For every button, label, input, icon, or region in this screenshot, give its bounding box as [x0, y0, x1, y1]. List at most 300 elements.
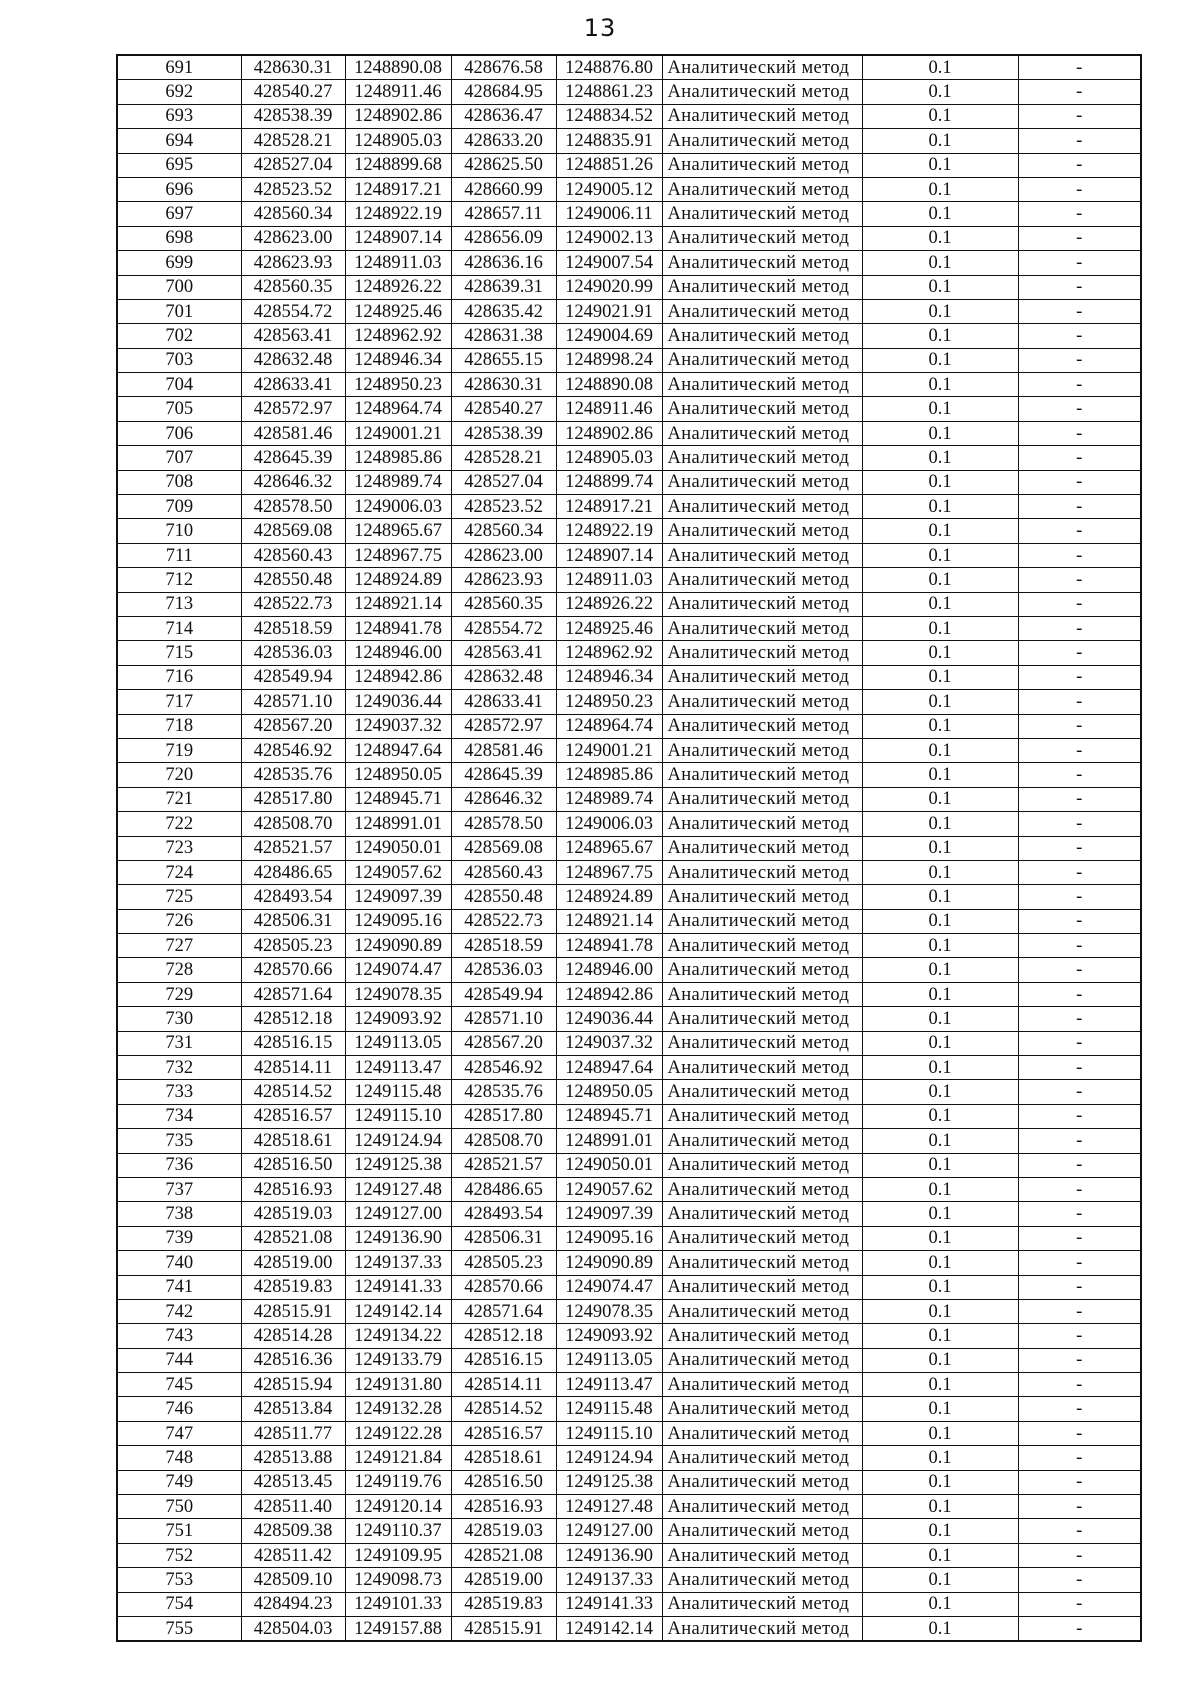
y1-cell: 1249113.47: [345, 1056, 451, 1080]
x2-cell: 428581.46: [451, 738, 556, 762]
point-number-cell: 693: [117, 104, 241, 128]
method-cell: Аналитический метод: [662, 1348, 862, 1372]
accuracy-cell: 0.1: [862, 1251, 1018, 1275]
accuracy-cell: 0.1: [862, 665, 1018, 689]
table-row: [117, 1299, 1141, 1323]
accuracy-cell: 0.1: [862, 177, 1018, 201]
x2-cell: 428657.11: [451, 202, 556, 226]
point-number-cell: 699: [117, 251, 241, 275]
table-row: [117, 1202, 1141, 1226]
x1-cell: 428509.10: [241, 1568, 345, 1592]
x2-cell: 428656.09: [451, 226, 556, 250]
x2-cell: 428578.50: [451, 812, 556, 836]
accuracy-cell: 0.1: [862, 1543, 1018, 1567]
note-cell: -: [1018, 1299, 1141, 1323]
note-cell: -: [1018, 1080, 1141, 1104]
note-cell: -: [1018, 543, 1141, 567]
x2-cell: 428516.93: [451, 1495, 556, 1519]
x2-cell: 428554.72: [451, 616, 556, 640]
y2-cell: 1249050.01: [556, 1153, 662, 1177]
accuracy-cell: 0.1: [862, 934, 1018, 958]
y2-cell: 1249127.48: [556, 1495, 662, 1519]
accuracy-cell: 0.1: [862, 958, 1018, 982]
y1-cell: 1249006.03: [345, 495, 451, 519]
x1-cell: 428538.39: [241, 104, 345, 128]
accuracy-cell: 0.1: [862, 1373, 1018, 1397]
note-cell: -: [1018, 836, 1141, 860]
method-cell: Аналитический метод: [662, 397, 862, 421]
x1-cell: 428516.57: [241, 1104, 345, 1128]
y1-cell: 1249037.32: [345, 714, 451, 738]
accuracy-cell: 0.1: [862, 1299, 1018, 1323]
accuracy-cell: 0.1: [862, 1617, 1018, 1642]
x1-cell: 428571.10: [241, 690, 345, 714]
method-cell: Аналитический метод: [662, 1202, 862, 1226]
x1-cell: 428571.64: [241, 982, 345, 1006]
y1-cell: 1249050.01: [345, 836, 451, 860]
accuracy-cell: 0.1: [862, 1470, 1018, 1494]
y1-cell: 1248902.86: [345, 104, 451, 128]
method-cell: Аналитический метод: [662, 1080, 862, 1104]
method-cell: Аналитический метод: [662, 153, 862, 177]
y2-cell: 1248917.21: [556, 495, 662, 519]
y1-cell: 1248925.46: [345, 299, 451, 323]
accuracy-cell: 0.1: [862, 470, 1018, 494]
x2-cell: 428521.08: [451, 1543, 556, 1567]
y2-cell: 1248899.74: [556, 470, 662, 494]
note-cell: -: [1018, 470, 1141, 494]
x2-cell: 428521.57: [451, 1153, 556, 1177]
note-cell: -: [1018, 958, 1141, 982]
point-number-cell: 755: [117, 1617, 241, 1642]
y1-cell: 1249097.39: [345, 885, 451, 909]
method-cell: Аналитический метод: [662, 202, 862, 226]
y2-cell: 1249021.91: [556, 299, 662, 323]
point-number-cell: 692: [117, 80, 241, 104]
note-cell: -: [1018, 763, 1141, 787]
x1-cell: 428511.40: [241, 1495, 345, 1519]
accuracy-cell: 0.1: [862, 763, 1018, 787]
accuracy-cell: 0.1: [862, 421, 1018, 445]
note-cell: -: [1018, 373, 1141, 397]
note-cell: -: [1018, 104, 1141, 128]
accuracy-cell: 0.1: [862, 1275, 1018, 1299]
y2-cell: 1248834.52: [556, 104, 662, 128]
y2-cell: 1249093.92: [556, 1324, 662, 1348]
x1-cell: 428528.21: [241, 129, 345, 153]
method-cell: Аналитический метод: [662, 348, 862, 372]
method-cell: Аналитический метод: [662, 592, 862, 616]
y2-cell: 1249090.89: [556, 1251, 662, 1275]
x2-cell: 428519.83: [451, 1592, 556, 1616]
y1-cell: 1249127.48: [345, 1177, 451, 1201]
point-number-cell: 733: [117, 1080, 241, 1104]
table-row: [117, 812, 1141, 836]
point-number-cell: 719: [117, 738, 241, 762]
point-number-cell: 714: [117, 616, 241, 640]
table-row: [117, 1495, 1141, 1519]
note-cell: -: [1018, 1226, 1141, 1250]
x1-cell: 428560.34: [241, 202, 345, 226]
method-cell: Аналитический метод: [662, 787, 862, 811]
table-row: [117, 1129, 1141, 1153]
y2-cell: 1249036.44: [556, 1007, 662, 1031]
method-cell: Аналитический метод: [662, 1226, 862, 1250]
x2-cell: 428684.95: [451, 80, 556, 104]
table-row: [117, 641, 1141, 665]
x1-cell: 428513.45: [241, 1470, 345, 1494]
y1-cell: 1248926.22: [345, 275, 451, 299]
y1-cell: 1248890.08: [345, 55, 451, 80]
note-cell: -: [1018, 934, 1141, 958]
x1-cell: 428513.88: [241, 1446, 345, 1470]
point-number-cell: 722: [117, 812, 241, 836]
y1-cell: 1248991.01: [345, 812, 451, 836]
y2-cell: 1248890.08: [556, 373, 662, 397]
table-row: [117, 177, 1141, 201]
x1-cell: 428494.23: [241, 1592, 345, 1616]
accuracy-cell: 0.1: [862, 348, 1018, 372]
note-cell: -: [1018, 1251, 1141, 1275]
y2-cell: 1248911.03: [556, 568, 662, 592]
y1-cell: 1249120.14: [345, 1495, 451, 1519]
method-cell: Аналитический метод: [662, 519, 862, 543]
y2-cell: 1249142.14: [556, 1617, 662, 1642]
table-row: [117, 104, 1141, 128]
method-cell: Аналитический метод: [662, 616, 862, 640]
y2-cell: 1248950.23: [556, 690, 662, 714]
table-row: [117, 1373, 1141, 1397]
point-number-cell: 748: [117, 1446, 241, 1470]
x2-cell: 428567.20: [451, 1031, 556, 1055]
y1-cell: 1249142.14: [345, 1299, 451, 1323]
x2-cell: 428493.54: [451, 1202, 556, 1226]
method-cell: Аналитический метод: [662, 495, 862, 519]
y2-cell: 1248921.14: [556, 909, 662, 933]
x2-cell: 428630.31: [451, 373, 556, 397]
table-row: [117, 324, 1141, 348]
table-row: [117, 982, 1141, 1006]
note-cell: -: [1018, 129, 1141, 153]
point-number-cell: 732: [117, 1056, 241, 1080]
method-cell: Аналитический метод: [662, 80, 862, 104]
accuracy-cell: 0.1: [862, 836, 1018, 860]
y2-cell: 1248905.03: [556, 446, 662, 470]
y2-cell: 1248925.46: [556, 616, 662, 640]
x2-cell: 428639.31: [451, 275, 556, 299]
method-cell: Аналитический метод: [662, 421, 862, 445]
method-cell: Аналитический метод: [662, 1153, 862, 1177]
x1-cell: 428514.11: [241, 1056, 345, 1080]
table-row: [117, 1519, 1141, 1543]
y2-cell: 1248942.86: [556, 982, 662, 1006]
method-cell: Аналитический метод: [662, 1617, 862, 1642]
accuracy-cell: 0.1: [862, 885, 1018, 909]
y2-cell: 1249124.94: [556, 1446, 662, 1470]
note-cell: -: [1018, 982, 1141, 1006]
x2-cell: 428572.97: [451, 714, 556, 738]
x2-cell: 428623.93: [451, 568, 556, 592]
note-cell: -: [1018, 1373, 1141, 1397]
note-cell: -: [1018, 690, 1141, 714]
y1-cell: 1248945.71: [345, 787, 451, 811]
table-row: [117, 836, 1141, 860]
table-row: [117, 153, 1141, 177]
accuracy-cell: 0.1: [862, 641, 1018, 665]
accuracy-cell: 0.1: [862, 226, 1018, 250]
accuracy-cell: 0.1: [862, 1324, 1018, 1348]
method-cell: Аналитический метод: [662, 1495, 862, 1519]
table-row: [117, 202, 1141, 226]
accuracy-cell: 0.1: [862, 1421, 1018, 1445]
point-number-cell: 704: [117, 373, 241, 397]
method-cell: Аналитический метод: [662, 1568, 862, 1592]
x2-cell: 428516.15: [451, 1348, 556, 1372]
page-number: 13: [583, 14, 617, 42]
table-row: [117, 397, 1141, 421]
accuracy-cell: 0.1: [862, 202, 1018, 226]
accuracy-cell: 0.1: [862, 1031, 1018, 1055]
x1-cell: 428646.32: [241, 470, 345, 494]
x2-cell: 428655.15: [451, 348, 556, 372]
point-number-cell: 713: [117, 592, 241, 616]
method-cell: Аналитический метод: [662, 1299, 862, 1323]
accuracy-cell: 0.1: [862, 397, 1018, 421]
x2-cell: 428569.08: [451, 836, 556, 860]
x1-cell: 428540.27: [241, 80, 345, 104]
table-row: [117, 1251, 1141, 1275]
note-cell: -: [1018, 421, 1141, 445]
x1-cell: 428516.15: [241, 1031, 345, 1055]
point-number-cell: 740: [117, 1251, 241, 1275]
x2-cell: 428527.04: [451, 470, 556, 494]
y2-cell: 1248902.86: [556, 421, 662, 445]
method-cell: Аналитический метод: [662, 251, 862, 275]
accuracy-cell: 0.1: [862, 1226, 1018, 1250]
x1-cell: 428506.31: [241, 909, 345, 933]
x1-cell: 428513.84: [241, 1397, 345, 1421]
note-cell: -: [1018, 1202, 1141, 1226]
y1-cell: 1248989.74: [345, 470, 451, 494]
point-number-cell: 717: [117, 690, 241, 714]
point-number-cell: 743: [117, 1324, 241, 1348]
y2-cell: 1248861.23: [556, 80, 662, 104]
note-cell: -: [1018, 1397, 1141, 1421]
x2-cell: 428536.03: [451, 958, 556, 982]
point-number-cell: 700: [117, 275, 241, 299]
y2-cell: 1249097.39: [556, 1202, 662, 1226]
table-row: [117, 665, 1141, 689]
y2-cell: 1248946.00: [556, 958, 662, 982]
note-cell: -: [1018, 1275, 1141, 1299]
point-number-cell: 716: [117, 665, 241, 689]
x2-cell: 428633.20: [451, 129, 556, 153]
note-cell: -: [1018, 1519, 1141, 1543]
accuracy-cell: 0.1: [862, 1568, 1018, 1592]
x2-cell: 428636.16: [451, 251, 556, 275]
x1-cell: 428569.08: [241, 519, 345, 543]
accuracy-cell: 0.1: [862, 80, 1018, 104]
point-number-cell: 710: [117, 519, 241, 543]
table-row: [117, 1153, 1141, 1177]
y2-cell: 1248991.01: [556, 1129, 662, 1153]
note-cell: -: [1018, 251, 1141, 275]
x2-cell: 428518.59: [451, 934, 556, 958]
y2-cell: 1249137.33: [556, 1568, 662, 1592]
x1-cell: 428560.43: [241, 543, 345, 567]
x1-cell: 428550.48: [241, 568, 345, 592]
table-row: [117, 55, 1141, 80]
table-row: [117, 616, 1141, 640]
y2-cell: 1248926.22: [556, 592, 662, 616]
point-number-cell: 706: [117, 421, 241, 445]
method-cell: Аналитический метод: [662, 714, 862, 738]
x2-cell: 428676.58: [451, 55, 556, 80]
x1-cell: 428516.50: [241, 1153, 345, 1177]
x1-cell: 428512.18: [241, 1007, 345, 1031]
method-cell: Аналитический метод: [662, 446, 862, 470]
accuracy-cell: 0.1: [862, 616, 1018, 640]
y2-cell: 1249078.35: [556, 1299, 662, 1323]
point-number-cell: 751: [117, 1519, 241, 1543]
accuracy-cell: 0.1: [862, 1519, 1018, 1543]
y2-cell: 1248967.75: [556, 860, 662, 884]
note-cell: -: [1018, 641, 1141, 665]
note-cell: -: [1018, 202, 1141, 226]
y2-cell: 1249125.38: [556, 1470, 662, 1494]
x2-cell: 428549.94: [451, 982, 556, 1006]
method-cell: Аналитический метод: [662, 1446, 862, 1470]
y2-cell: 1248998.24: [556, 348, 662, 372]
table-row: [117, 787, 1141, 811]
y2-cell: 1249002.13: [556, 226, 662, 250]
y1-cell: 1249127.00: [345, 1202, 451, 1226]
table-row: [117, 80, 1141, 104]
y1-cell: 1249132.28: [345, 1397, 451, 1421]
x1-cell: 428519.03: [241, 1202, 345, 1226]
method-cell: Аналитический метод: [662, 909, 862, 933]
y1-cell: 1248921.14: [345, 592, 451, 616]
y1-cell: 1249109.95: [345, 1543, 451, 1567]
x1-cell: 428505.23: [241, 934, 345, 958]
point-number-cell: 749: [117, 1470, 241, 1494]
y1-cell: 1249057.62: [345, 860, 451, 884]
y2-cell: 1249006.03: [556, 812, 662, 836]
note-cell: -: [1018, 177, 1141, 201]
y1-cell: 1248946.34: [345, 348, 451, 372]
point-number-cell: 718: [117, 714, 241, 738]
table-row: [117, 1543, 1141, 1567]
x1-cell: 428486.65: [241, 860, 345, 884]
x1-cell: 428518.61: [241, 1129, 345, 1153]
method-cell: Аналитический метод: [662, 1056, 862, 1080]
x2-cell: 428514.11: [451, 1373, 556, 1397]
table-row: [117, 275, 1141, 299]
note-cell: -: [1018, 568, 1141, 592]
accuracy-cell: 0.1: [862, 299, 1018, 323]
y1-cell: 1249119.76: [345, 1470, 451, 1494]
y1-cell: 1249101.33: [345, 1592, 451, 1616]
point-number-cell: 694: [117, 129, 241, 153]
table-row: [117, 373, 1141, 397]
point-number-cell: 702: [117, 324, 241, 348]
x2-cell: 428519.00: [451, 1568, 556, 1592]
accuracy-cell: 0.1: [862, 519, 1018, 543]
x1-cell: 428549.94: [241, 665, 345, 689]
note-cell: -: [1018, 519, 1141, 543]
note-cell: -: [1018, 787, 1141, 811]
x1-cell: 428523.52: [241, 177, 345, 201]
note-cell: -: [1018, 860, 1141, 884]
y2-cell: 1249005.12: [556, 177, 662, 201]
x2-cell: 428516.57: [451, 1421, 556, 1445]
method-cell: Аналитический метод: [662, 299, 862, 323]
table-row: [117, 763, 1141, 787]
x2-cell: 428633.41: [451, 690, 556, 714]
point-number-cell: 731: [117, 1031, 241, 1055]
note-cell: -: [1018, 616, 1141, 640]
y2-cell: 1249127.00: [556, 1519, 662, 1543]
table-row: [117, 1275, 1141, 1299]
table-row: [117, 226, 1141, 250]
method-cell: Аналитический метод: [662, 1129, 862, 1153]
note-cell: -: [1018, 812, 1141, 836]
y1-cell: 1249121.84: [345, 1446, 451, 1470]
y2-cell: 1249001.21: [556, 738, 662, 762]
method-cell: Аналитический метод: [662, 1543, 862, 1567]
method-cell: Аналитический метод: [662, 1470, 862, 1494]
x2-cell: 428535.76: [451, 1080, 556, 1104]
x1-cell: 428521.57: [241, 836, 345, 860]
y2-cell: 1249006.11: [556, 202, 662, 226]
table-row: [117, 860, 1141, 884]
x2-cell: 428660.99: [451, 177, 556, 201]
x1-cell: 428567.20: [241, 714, 345, 738]
y1-cell: 1248965.67: [345, 519, 451, 543]
table-row: [117, 690, 1141, 714]
y1-cell: 1248922.19: [345, 202, 451, 226]
point-number-cell: 724: [117, 860, 241, 884]
point-number-cell: 697: [117, 202, 241, 226]
note-cell: -: [1018, 1446, 1141, 1470]
point-number-cell: 742: [117, 1299, 241, 1323]
table-row: [117, 348, 1141, 372]
accuracy-cell: 0.1: [862, 592, 1018, 616]
x2-cell: 428505.23: [451, 1251, 556, 1275]
y1-cell: 1249115.10: [345, 1104, 451, 1128]
accuracy-cell: 0.1: [862, 446, 1018, 470]
method-cell: Аналитический метод: [662, 665, 862, 689]
table-row: [117, 1226, 1141, 1250]
method-cell: Аналитический метод: [662, 1177, 862, 1201]
y2-cell: 1249020.99: [556, 275, 662, 299]
point-number-cell: 708: [117, 470, 241, 494]
note-cell: -: [1018, 909, 1141, 933]
table-row: [117, 1104, 1141, 1128]
y1-cell: 1248962.92: [345, 324, 451, 348]
note-cell: -: [1018, 1421, 1141, 1445]
y1-cell: 1249001.21: [345, 421, 451, 445]
point-number-cell: 721: [117, 787, 241, 811]
table-row: [117, 1031, 1141, 1055]
x1-cell: 428515.94: [241, 1373, 345, 1397]
note-cell: -: [1018, 1470, 1141, 1494]
accuracy-cell: 0.1: [862, 543, 1018, 567]
x2-cell: 428560.35: [451, 592, 556, 616]
y1-cell: 1249074.47: [345, 958, 451, 982]
point-number-cell: 726: [117, 909, 241, 933]
table-row: [117, 1470, 1141, 1494]
